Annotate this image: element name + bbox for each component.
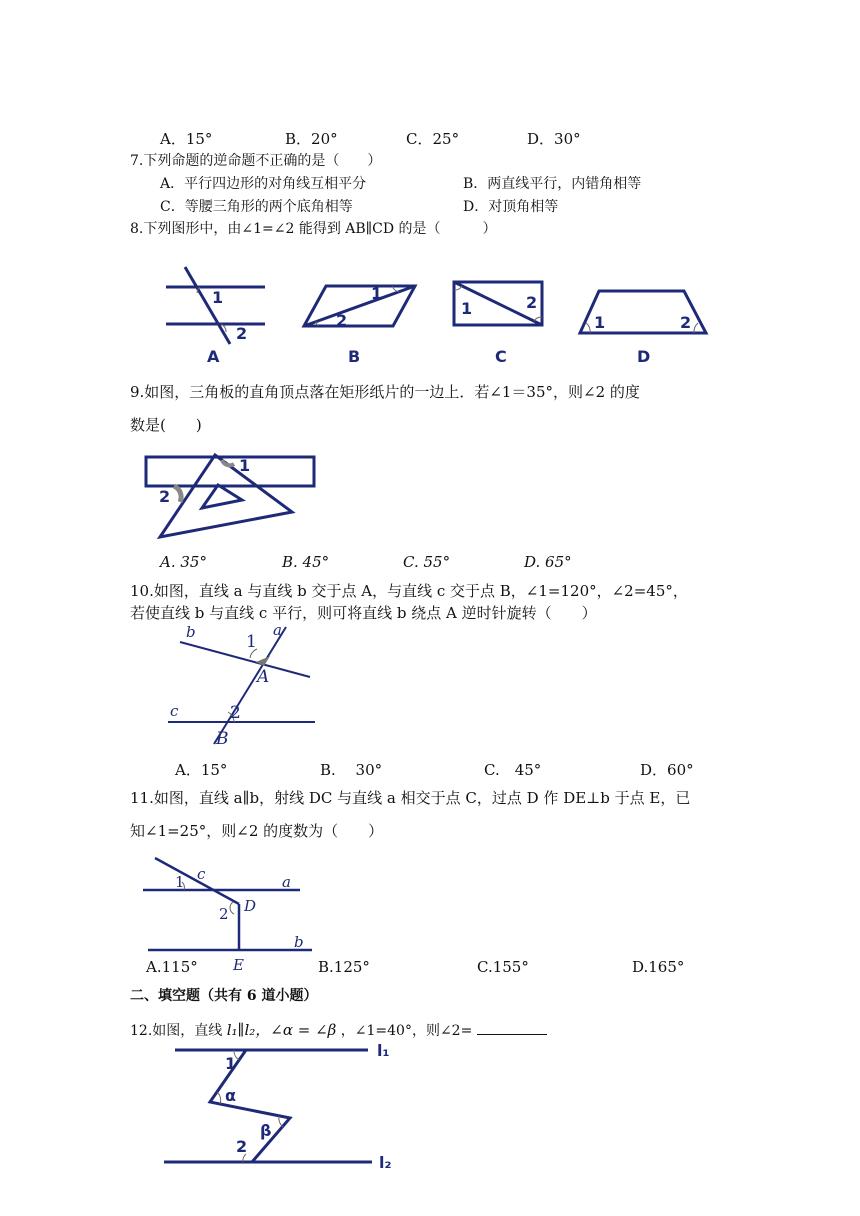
q8a-label-2: 2 xyxy=(236,324,248,343)
q11-stem-line2: 知∠1=25°，则∠2 的度数为（ ） xyxy=(130,822,384,840)
q11-label-1: 1 xyxy=(175,873,185,891)
q8-caption-a: A xyxy=(207,347,220,366)
q12-math: l₁∥l₂，∠α = ∠β xyxy=(226,1021,337,1039)
q12-label-beta: β xyxy=(260,1121,272,1140)
q12-label-1: 1 xyxy=(225,1054,237,1073)
q9-label-2: 2 xyxy=(159,487,171,506)
q9-option-c: C. 55° xyxy=(403,553,451,571)
q11-label-a: a xyxy=(282,873,291,891)
q10-stem-line2: 若使直线 b 与直线 c 平行，则可将直线 b 绕点 A 逆时针旋转（ ） xyxy=(130,604,597,622)
q11-option-d: D.165° xyxy=(632,958,685,976)
q12-stem-suffix: ，∠1=40°，则∠2= xyxy=(340,1023,473,1039)
q7-option-b: B．两直线平行，内错角相等 xyxy=(463,176,642,192)
q12-stem xyxy=(130,1020,547,1040)
q12-label-l1: l₁ xyxy=(377,1041,390,1060)
section-2-title: 二、填空题（共有 6 道小题） xyxy=(130,988,318,1004)
q10-label-b: b xyxy=(186,623,196,641)
q10-option-b: B. 30° xyxy=(320,761,383,779)
q7-option-d: D．对顶角相等 xyxy=(463,199,559,215)
q7-option-c: C．等腰三角形的两个底角相等 xyxy=(160,199,353,215)
q11-label-c: c xyxy=(197,865,206,883)
q10-label-2: 2 xyxy=(230,703,241,723)
q10-label-1: 1 xyxy=(246,632,257,652)
q7-stem: 7.下列命题的逆命题不正确的是（ ） xyxy=(130,153,382,169)
q6-option-b: B．20° xyxy=(285,130,338,148)
q8d-label-2: 2 xyxy=(680,313,692,332)
q9-label-1: 1 xyxy=(239,456,251,475)
q11-option-b: B.125° xyxy=(318,958,370,976)
q10-option-d: D．60° xyxy=(640,761,694,779)
q8c-label-1: 1 xyxy=(461,299,473,318)
q10-label-point-a: A xyxy=(257,667,270,687)
q8-caption-c: C xyxy=(495,347,507,366)
q8b-label-2: 2 xyxy=(336,311,348,330)
q8-figures xyxy=(150,262,730,372)
q8c-label-2: 2 xyxy=(526,293,538,312)
q10-label-point-b: B xyxy=(216,729,229,749)
q9-option-d: D. 65° xyxy=(524,553,572,571)
q7-option-a: A．平行四边形的对角线互相平分 xyxy=(160,176,367,192)
q10-label-c: c xyxy=(170,702,179,720)
q11-label-d: D xyxy=(244,897,257,915)
q11-option-a: A.115° xyxy=(146,958,198,976)
q12-label-l2: l₂ xyxy=(379,1153,392,1172)
q9-stem-line1: 9.如图，三角板的直角顶点落在矩形纸片的一边上．若∠1＝35°，则∠2 的度 xyxy=(130,383,640,401)
q10-option-c: C. 45° xyxy=(484,761,542,779)
q6-option-a: A．15° xyxy=(160,130,213,148)
q11-label-e: E xyxy=(233,956,244,974)
q8a-label-1: 1 xyxy=(212,288,224,307)
q11-stem-line1: 11.如图，直线 a∥b，射线 DC 与直线 a 相交于点 C，过点 D 作 DE⊥b 于点 E，已 xyxy=(130,789,691,807)
q9-stem-line2: 数是( ) xyxy=(130,416,202,434)
q9-figure xyxy=(140,450,330,545)
q8-stem: 8.下列图形中，由∠1=∠2 能得到 AB∥CD 的是（ ） xyxy=(130,221,497,237)
q8d-label-1: 1 xyxy=(594,313,606,332)
q10-label-a: a xyxy=(273,622,282,639)
q9-option-b: B. 45° xyxy=(282,553,330,571)
q6-option-c: C．25° xyxy=(406,130,460,148)
q9-option-a: A. 35° xyxy=(160,553,207,571)
q12-label-alpha: α xyxy=(225,1086,236,1105)
q12-label-2: 2 xyxy=(236,1137,248,1156)
q10-stem-line1: 10.如图，直线 a 与直线 b 交于点 A，与直线 c 交于点 B，∠1=120°，∠2=45°， xyxy=(130,582,688,600)
q8-caption-b: B xyxy=(348,347,361,366)
q12-answer-blank[interactable] xyxy=(477,1020,547,1035)
q12-stem-prefix: 12.如图，直线 xyxy=(130,1023,223,1039)
q6-option-d: D．30° xyxy=(527,130,581,148)
q10-option-a: A．15° xyxy=(175,761,228,779)
q11-label-2: 2 xyxy=(219,905,229,923)
q12-figure xyxy=(160,1040,400,1175)
q11-label-b: b xyxy=(294,933,304,951)
q8-caption-d: D xyxy=(637,347,651,366)
q11-option-c: C.155° xyxy=(477,958,529,976)
q8b-label-1: 1 xyxy=(371,284,383,303)
q10-figure xyxy=(160,622,330,750)
